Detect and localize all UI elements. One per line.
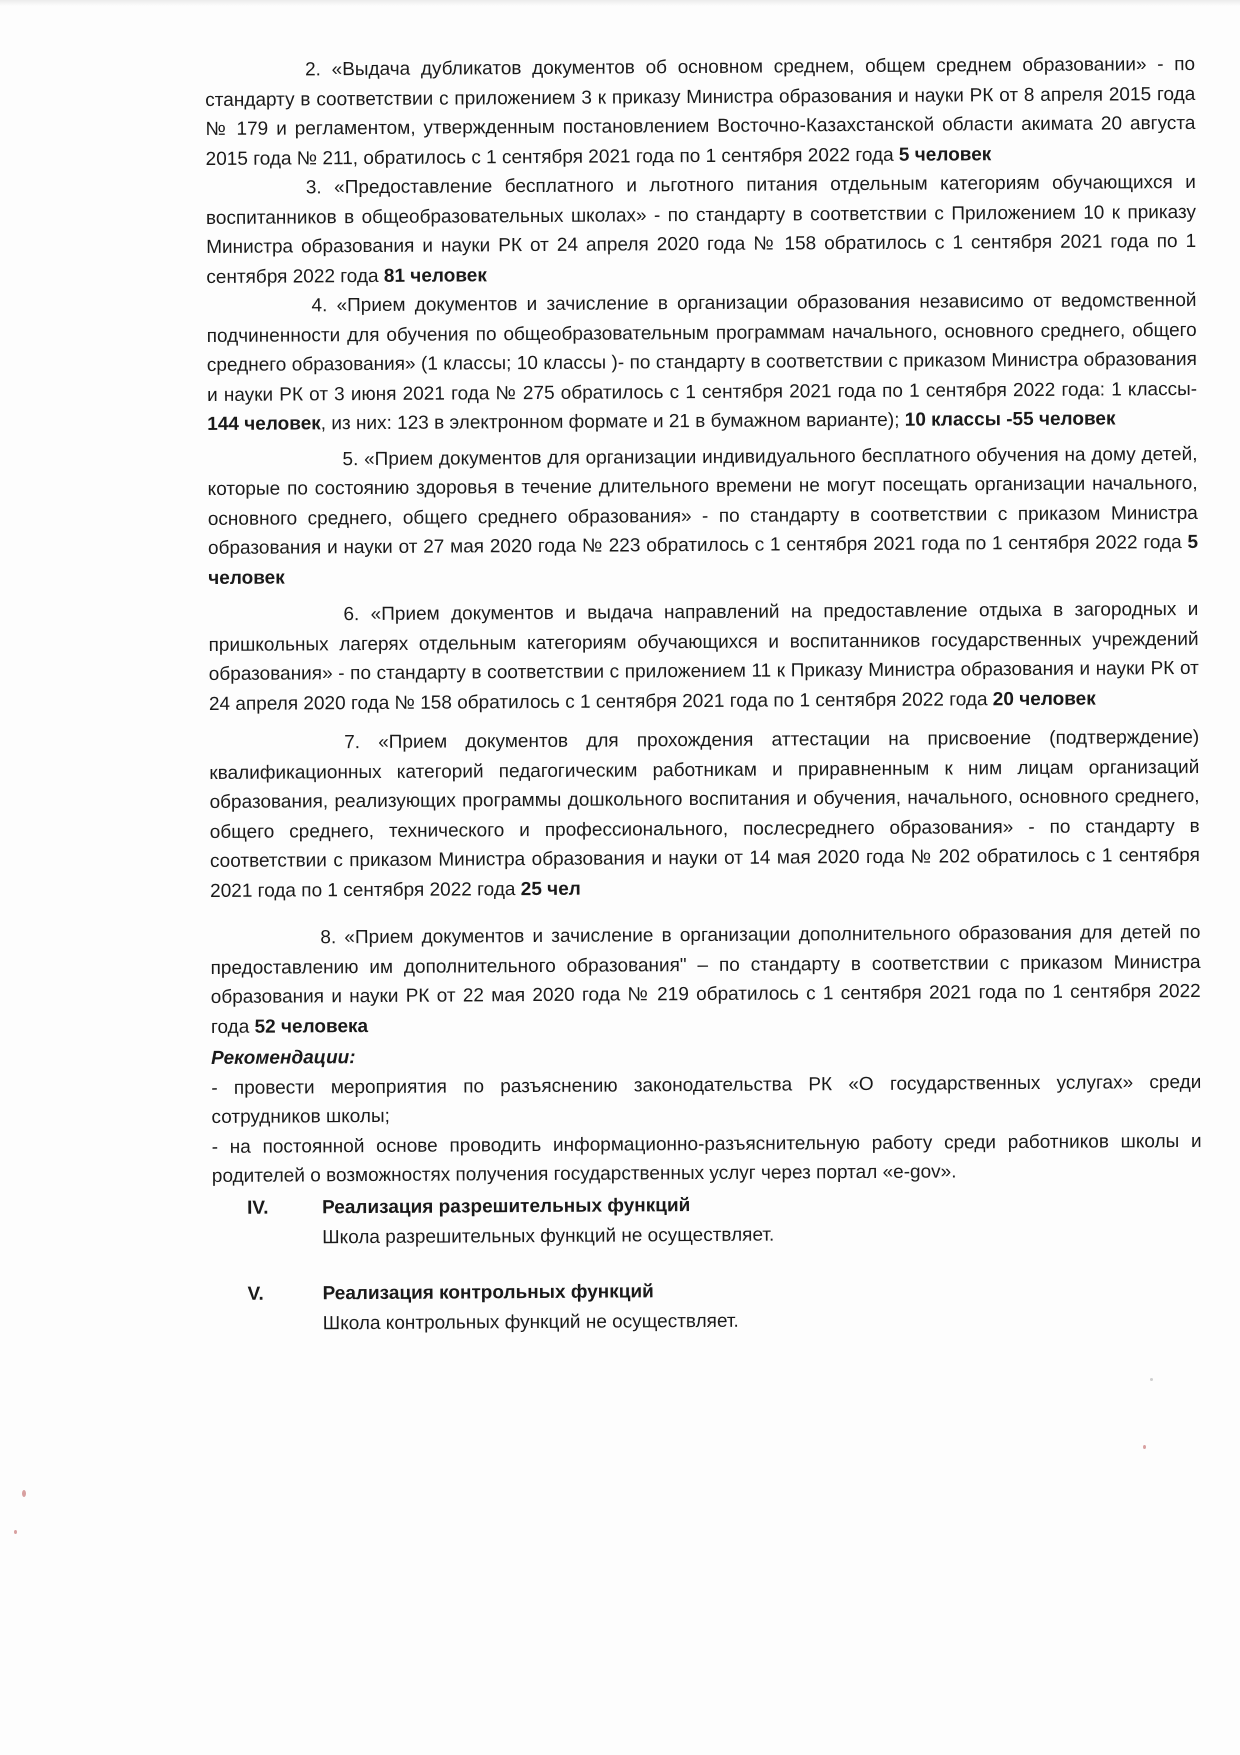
section-number: IV. [246,1197,269,1219]
section-text: Школа разрешительных функций не осуществляет. [322,1224,775,1248]
list-item-6-count: 20 человек [992,688,1096,710]
list-item-2-text: 2. «Выдача дубликатов документов об основном среднем, общем среднем образовании» - по стандарту в соответствии с приложением 3 к приказу Министра образования и науки РК от 8 апреля 2015 года № 179 и регламентом, утвержденным постановлением Восточно-Казахстанской области акимата 20 августа 2015 года № 211, обратилось с 1 сентября 2021 года по 1 сентября 2022 года [205,53,1196,170]
list-item-4-count: 144 человек [207,413,321,435]
scan-speck [1143,1445,1146,1449]
scan-speck [14,1530,17,1534]
section-iv [212,1187,1202,1257]
list-item-7-text: 7. «Прием документов для прохождения аттестации на присвоение (подтверждение) квалификационных категорий педагогическим работникам и приравненным к ним лицам организаций образования, реализующих программы дошкольного воспитания и обучения, начального, основного среднего, общего среднего, технического и профессионального, послесреднего образования» - по стандарту в соответствии с приказом Министра образования и науки от 14 мая 2020 года № 202 обратилось с 1 сентября 2021 года по 1 сентября 2022 года [209,726,1200,902]
list-item-2 [205,50,1196,174]
list-item-4-count-2: 10 классы -55 человек [904,408,1116,431]
list-item-3 [206,168,1197,292]
list-item-8-text: 8. «Прием документов и зачисление в организации дополнительного образования для детей по предоставлению им дополнительного образования" – по стандарту в соответствии с приказом Министра образования и науки РК от 22 мая 2020 года № 219 обратилось с 1 сентября 2021 года по 1 сентября 2022 года [210,921,1201,1038]
list-item-4-text: 4. «Прием документов и зачисление в организации образования независимо от ведомственной подчиненности для обучения по общеобразовательным программам начального, основного среднего, общего среднего образования» (1 классы; 10 классы )- по стандарту в соответствии с приказом Министра образования и науки РК от 3 июня 2021 года № 275 обратилось с 1 сентября 2021 года по 1 сентября 2022 года: 1 классы- [206,289,1198,406]
list-item-8-count: 52 человека [254,1015,369,1038]
recommendation-line: - провести мероприятия по разъяснению законодательства РК «О государственных услугах» среди сотрудников школы; [211,1071,1202,1128]
scan-speck [22,1490,26,1497]
list-item-4-text-2: , из них: 123 в электронном формате и 21 в бумажном варианте); [320,409,905,435]
list-item-3-text: 3. «Предоставление бесплатного и льготного питания отдельным категориям обучающихся и воспитанников в общеобразовательных школах» - по стандарту в соответствии с Приложением 10 к приказу Министра образования и науки РК от 24 апреля 2020 года № 158 обратилось с 1 сентября 2021 года по 1 сентября 2022 года [205,171,1197,288]
list-item-7-count: 25 чел [520,878,581,900]
section-title: Реализация разрешительных функций [321,1194,691,1218]
section-v [212,1273,1202,1343]
list-item-6-text: 6. «Прием документов и выдача направлений на предоставление отдыха в загородных и пришкольных лагерях отдельным категориям обучающихся и воспитанников государственных учреждений образования» - по стандарту в соответствии с приложением 11 к Приказу Министра образования и науки РК от 24 апреля 2020 года № 158 обратилось с 1 сентября 2021 года по 1 сентября 2022 года [208,598,1199,715]
recommendations-heading: Рекомендации: [211,1047,356,1069]
section-number: V. [247,1283,264,1305]
section-text: Школа контрольных функций не осуществляет. [322,1310,739,1334]
document-body [205,50,1203,1344]
list-item-5-text: 5. «Прием документов для организации индивидуального бесплатного обучения на дому детей, которые по состоянию здоровья в течение длительного времени не могут посещать организации начального, основного среднего, общего среднего образования» - по стандарту в соответствии с приказом Министра образования и науки от 27 мая 2020 года № 223 обратилось с 1 сентября 2021 года по 1 сентября 2022 года [207,443,1198,559]
list-item-4 [206,286,1197,440]
list-item-3-count: 81 человек [383,264,487,287]
list-item-5-count: 5 человек [208,531,1199,589]
list-item-2-count: 5 человек [898,143,992,166]
section-title: Реализация контрольных функций [322,1280,654,1304]
page-top-edge [0,0,1240,6]
list-item-8 [210,918,1201,1042]
list-item-5 [207,439,1198,593]
list-item-6 [208,595,1199,719]
list-item-7 [209,723,1200,906]
scan-speck [1150,1378,1153,1381]
recommendation-line: - на постоянной основе проводить информационно-разъяснительную работу среди работников школы и родителей о возможностях получения государственных услуг через портал «e-gov». [211,1130,1202,1187]
